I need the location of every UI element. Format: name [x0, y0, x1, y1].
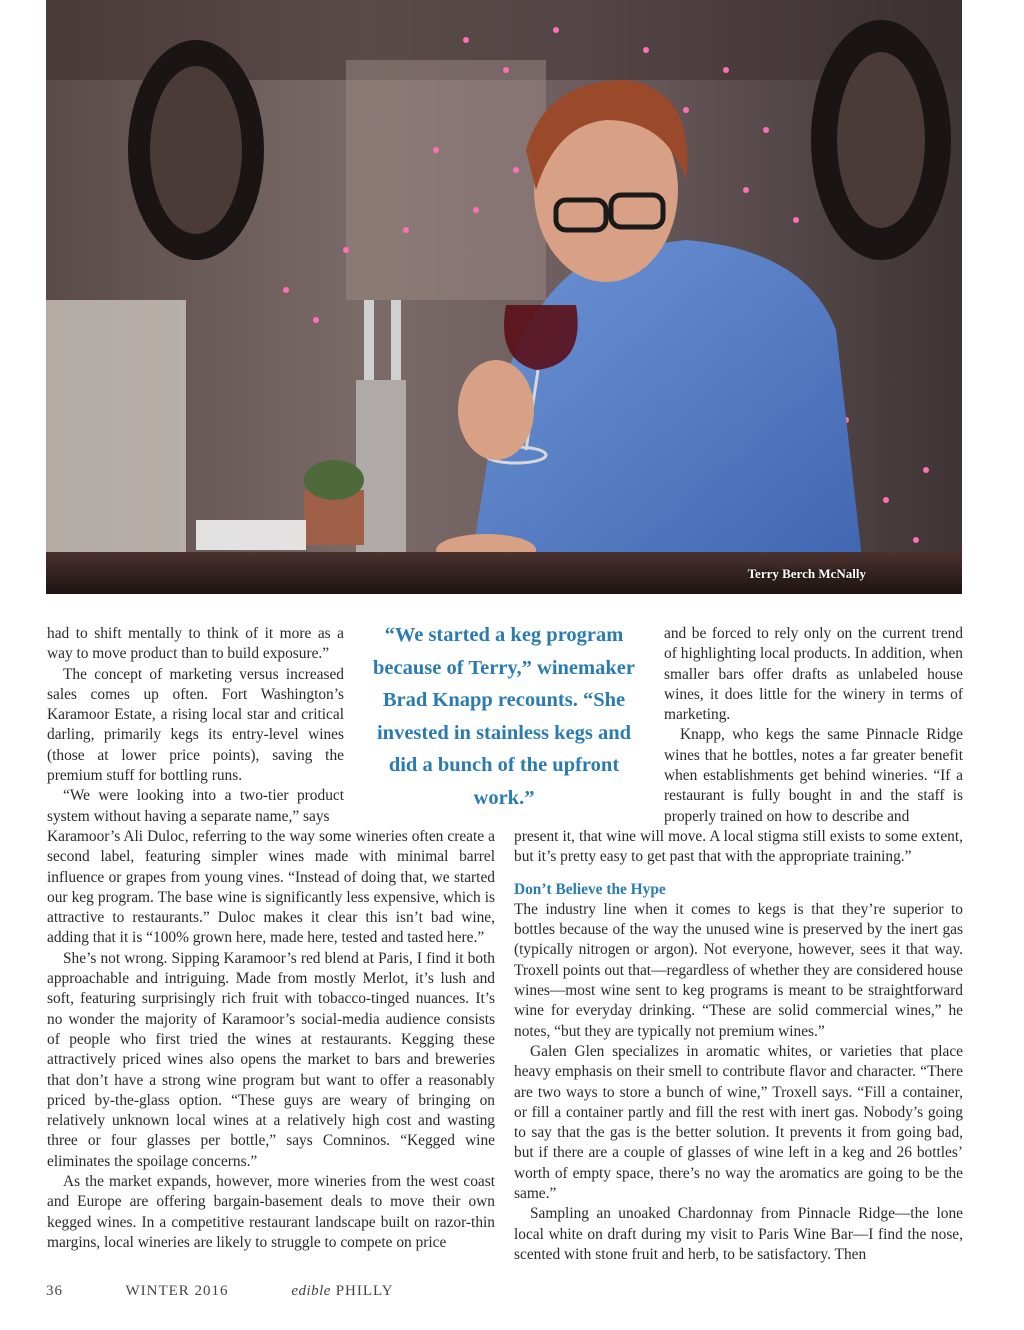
section-subhead: Don’t Believe the Hype [514, 880, 666, 898]
photo-credit: Terry Berch McNally [747, 566, 866, 581]
article-photo [46, 0, 962, 594]
right-column-top [664, 624, 963, 827]
paragraph: and be forced to rely only on the current trend of highlighting local products. In addition, when smaller bars offer drafts as unlabeled house wines, it does little for the winery in terms of marketing. [664, 625, 963, 724]
publication-italic: edible [291, 1283, 331, 1299]
page-number: 36 [46, 1283, 63, 1299]
paragraph: She’s not wrong. Sipping Karamoor’s red blend at Paris, I find it both approachable and intriguing. Made from mostly Merlot, it’s lush and soft, featuring surprisingly rich fruit with tobacco-tinged nuances. It’s no wonder the majority of Karamoor’s social-media audience consists of people who first tried the wines at restaurants. Kegging these attractively priced wines also opens the market to bars and breweries that don’t have a strong wine program but want to offer a reasonably priced by-the-glass option. “These guys are weary of bringing on relatively unknown local wines at a relatively high cost and wasting three or four glasses per bottle,” says Comninos. “Kegged wine eliminates the spoilage concerns.” [47, 949, 495, 1170]
paragraph: The industry line when it comes to kegs is that they’re superior to bottles because of the way the unused wine is preserved by the inert gas (typically nitrogen or argon). Not everyone, however, sees it that way. Troxell points out that—regardless of whether they are considered house wines—most wine sent to keg programs is meant to be straightforward wine for everyday drinking. “These are solid commercial wines,” he notes, “but they are typically not premium wines.” [514, 900, 963, 1040]
pull-quote: “We started a keg program because of Terry,” winemaker Brad Knapp recounts. “She invested in stainless kegs and did a bunch of the upfront work.” [373, 624, 635, 809]
paragraph: The concept of marketing versus increased sales comes up often. Fort Washington’s Karamoor Estate, a rising local star and critical darling, primarily kegs its entry-level wines (those at lower price points), saving the premium stuff for bottling runs. [47, 665, 344, 785]
woman-tasting-red-wine-photo [46, 0, 962, 594]
paragraph: Knapp, who kegs the same Pinnacle Ridge wines that he bottles, notes a far greater benefit when establishments get behind wineries. “If a restaurant is fully bought in and the staff is properly trained on how to describe and [664, 726, 963, 825]
paragraph: Sampling an unoaked Chardonnay from Pinnacle Ridge—the lone local white on draft during my visit to Paris Wine Bar—I find the nose, scented with stone fruit and herb, to be satisfactory. Then [514, 1205, 963, 1263]
left-column-top [47, 624, 344, 827]
paragraph: present it, that wine will move. A local stigma still exists to some extent, but it’s pretty easy to get past that with the appropriate training.” [514, 828, 963, 866]
issue-label: WINTER 2016 [125, 1283, 229, 1299]
paragraph: As the market expands, however, more wineries from the west coast and Europe are offering bargain-basement deals to move their own kegged wines. In a competitive restaurant landscape built on razor-thin margins, local wineries are likely to struggle to compete on price [47, 1173, 495, 1251]
page-footer [46, 1283, 452, 1300]
paragraph: “We were looking into a two-tier product system without having a separate name,” says [47, 787, 344, 825]
paragraph: Galen Glen specializes in aromatic whites, or varieties that place heavy emphasis on their smell to contribute flavor and character. “There are two ways to store a bunch of wine,” Troxell says. “Fill a container, or fill a container partly and fill the rest with inert gas. Nobody’s going to say that the gas is the better solution. It prevents it from going bad, but if there are a couple of glasses of wine left in a keg and 26 bottles’ worth of empty space, there’s no way the aromatics are going to be the same.” [514, 1042, 963, 1203]
right-column-bottom [514, 827, 963, 1265]
paragraph: had to shift mentally to think of it more as a way to move product than to build exposure.” [47, 625, 344, 663]
paragraph: Karamoor’s Ali Duloc, referring to the way some wineries often create a second label, featuring simpler wines made with minimal barrel influence or grapes from young vines. “Instead of doing that, we started our keg program. The base wine is significantly less expensive, which is attractive to restaurants.” Duloc makes it clear this isn’t bad wine, adding that it is “100% grown here, made here, tested and tasted here.” [47, 828, 495, 947]
publication-title: PHILLY [335, 1283, 394, 1299]
left-column-bottom [47, 827, 495, 1253]
publication-name [291, 1283, 393, 1299]
